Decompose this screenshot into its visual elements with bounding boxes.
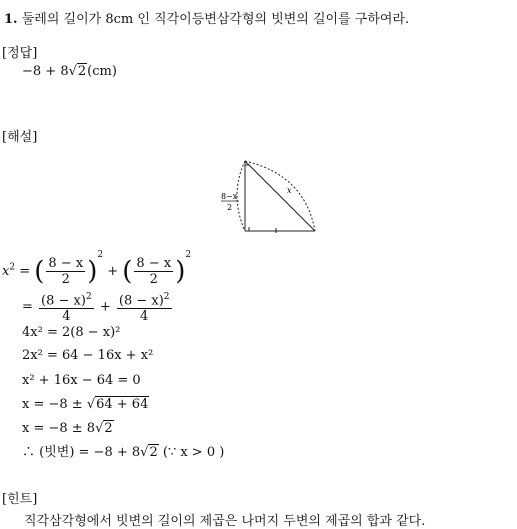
side-label-bottom: 2 <box>227 203 233 212</box>
eq1-equals: = <box>19 264 31 279</box>
conclusion: ∴ (빗변) = −8 + 8√2 (∵ x > 0 ) <box>22 445 225 460</box>
eq-line-1: 4x² = 2(8 − x)² <box>22 325 121 340</box>
answer-unit: (cm) <box>87 64 117 79</box>
eq-line-2: 2x² = 64 − 16x + x² <box>22 348 154 363</box>
eq1-fraction-1: $\frac{8 - x}{2}$ <box>48 256 84 287</box>
eq2-fraction-1: $\frac{(8 - x)^2}{4}$ <box>41 292 92 325</box>
eq-line-final: x = −8 ± 8√2 <box>22 421 113 436</box>
equation-1: $x^2$ = ( $\frac{8 - x}{2}$ )$^2$ + ( $\frac{8 - x}{2}$ )$^2$ <box>2 250 192 287</box>
answer-radicand: 2 <box>77 64 87 79</box>
eq2-fraction-2: $\frac{(8 - x)^2}{4}$ <box>118 292 170 325</box>
eq-line-3: x² + 16x − 64 = 0 <box>22 373 141 388</box>
eq1-fraction-2: $\frac{8 - x}{2}$ <box>136 256 172 287</box>
triangle-figure <box>215 155 325 237</box>
eq-line-sqrt: x = −8 ± √64 + 64 <box>22 397 149 412</box>
triangle-hypotenuse <box>245 161 315 231</box>
answer-header: [정답] <box>2 46 38 61</box>
problem-text: 둘레의 길이가 8cm 인 직각이등변삼각형의 빗변의 길이를 구하여라. <box>21 12 410 27</box>
eq1-lhs-exp: 2 <box>9 262 16 273</box>
explanation-header: [해설] <box>2 130 38 145</box>
problem-number: 1. <box>4 12 18 27</box>
hint-text: 직각삼각형에서 빗변의 길이의 제곱은 나머지 두변의 제곱의 합과 같다. <box>24 514 426 529</box>
answer-value-prefix: −8 + 8 <box>22 64 69 79</box>
answer-value: −8 + 8√2(cm) <box>22 64 117 79</box>
equation-2: = $\frac{(8 - x)^2}{4}$ + $\frac{(8 - x)^2}{4}$ <box>22 292 170 325</box>
hyp-label: x <box>287 186 292 195</box>
hint-header: [힌트] <box>2 492 38 507</box>
leg-arc <box>237 161 245 231</box>
problem-statement <box>4 8 409 27</box>
eq1-lhs: x <box>2 264 10 279</box>
side-label-top: 8−x <box>221 192 238 201</box>
